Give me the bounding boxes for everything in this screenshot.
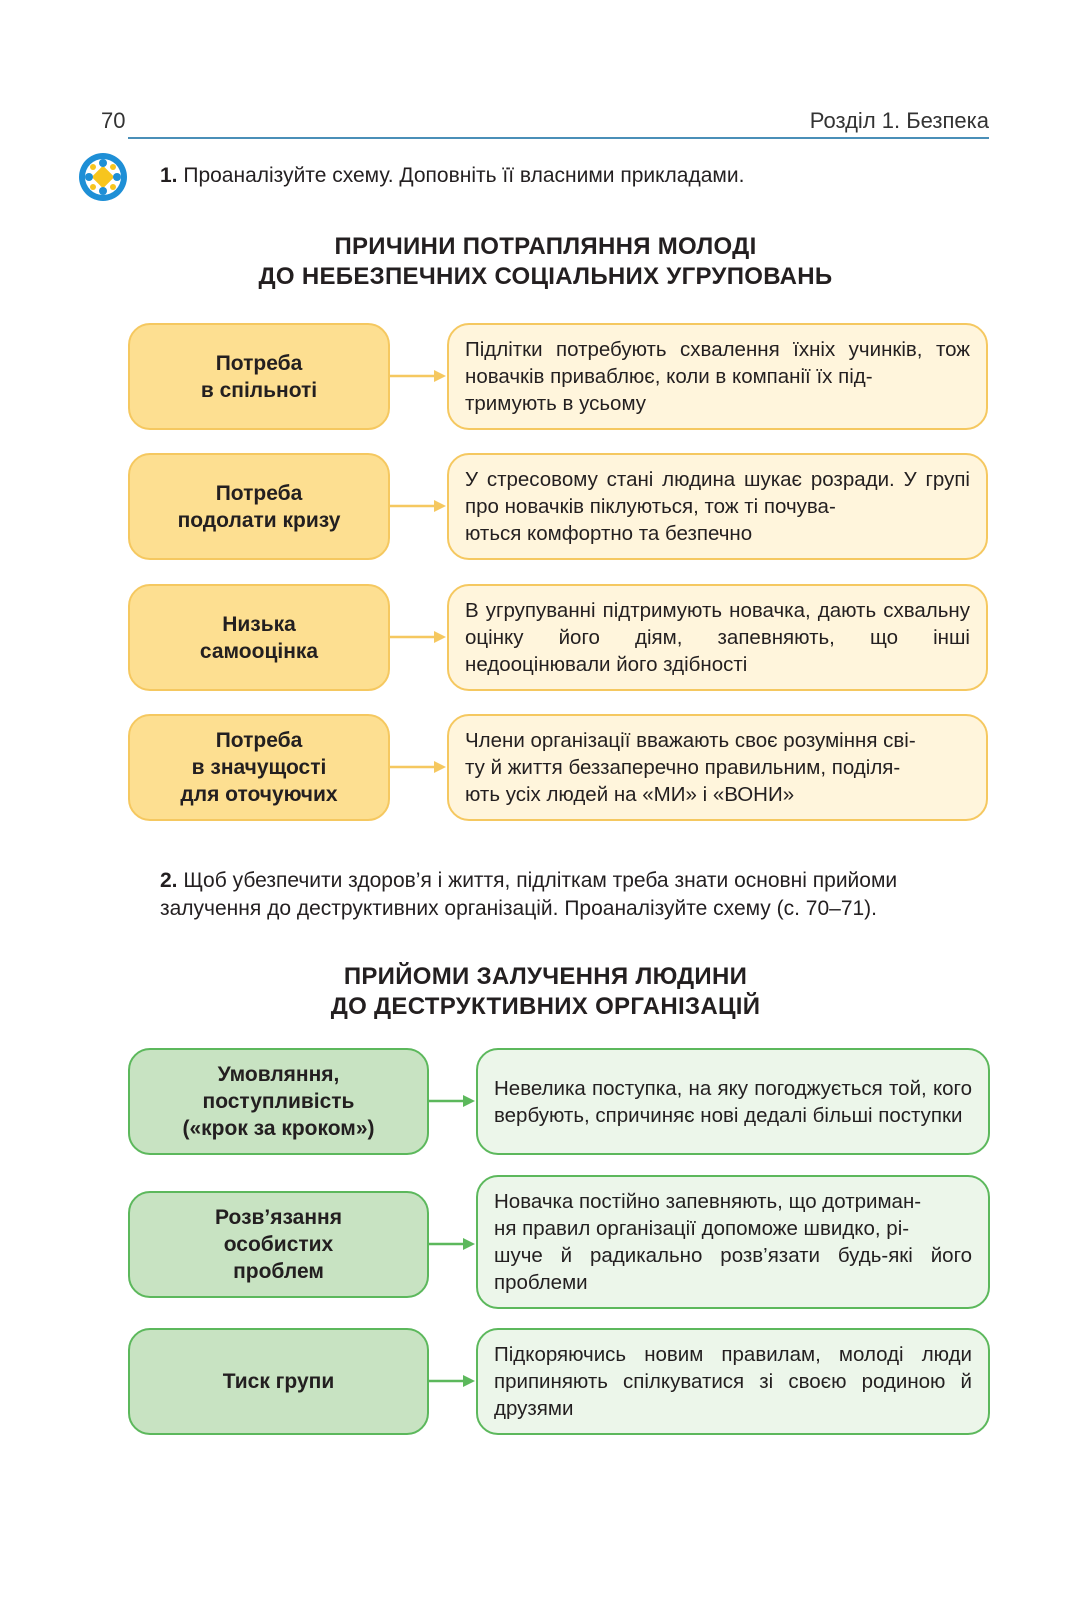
scheme-1-label: Потреба подолати кризу: [177, 481, 341, 532]
scheme-1-description-box: [447, 714, 988, 821]
arrow-right-icon: [390, 368, 448, 384]
task-2-text: Щоб убезпечити здоров’я і життя, підліткам треба знати основні прийоми залучення до деструктивних організацій. Проаналізуйте схему (с. 70–71).: [160, 869, 898, 920]
scheme-2-label: Умовляння, поступливість («крок за кроком»): [182, 1063, 375, 1140]
header-divider: [128, 137, 989, 139]
scheme-1-label: Потреба в спільноті: [200, 351, 318, 402]
scheme-2-label-box: [128, 1191, 429, 1298]
scheme-2-title: [0, 962, 1091, 1022]
scheme-1-description-box: [447, 323, 988, 430]
scheme-1-title: [0, 232, 1091, 292]
arrow-right-icon: [429, 1236, 477, 1252]
scheme-2-title-line-2: ДО ДЕСТРУКТИВНИХ ОРГАНІЗАЦІЙ: [330, 993, 761, 1020]
task-2: [160, 867, 990, 923]
scheme-1-description: В угрупуванні підтримують новачка, дають схвальну оцінку його діям, запевняють, що інші недооцінювали його здібності: [465, 599, 970, 676]
task-1-text: Проаналізуйте схему. Доповніть її власними прикладами.: [183, 164, 745, 187]
scheme-2-label-box: [128, 1048, 429, 1155]
scheme-1-title-line-1: ПРИЧИНИ ПОТРАПЛЯННЯ МОЛОДІ: [334, 233, 757, 260]
scheme-1-description: У стресовому стані людина шукає розради. У групі про новачків піклуються, тож ті почува- ються комфортно та безпечно: [465, 468, 970, 545]
scheme-1-description: Члени організації вважають своє розуміння сві- ту й життя беззаперечно правильним, поділя- ють усіх людей на «МИ» і «ВОНИ»: [465, 729, 916, 806]
scheme-2-description-box: [476, 1175, 990, 1309]
scheme-1-title-line-2: ДО НЕБЕЗПЕЧНИХ СОЦІАЛЬНИХ УГРУПОВАНЬ: [258, 263, 833, 290]
arrow-right-icon: [429, 1093, 477, 1109]
scheme-1-label: Низька самооцінка: [199, 612, 319, 663]
scheme-2-description-box: [476, 1328, 990, 1435]
task-2-number: 2.: [160, 869, 178, 892]
scheme-1-label: Потреба в значущості для оточуючих: [180, 729, 338, 806]
scheme-2-description-box: [476, 1048, 990, 1155]
scheme-2-description: Невелика поступка, на яку погоджується той, кого вербують, спричиняє нові дедалі більші поступки: [494, 1076, 972, 1127]
arrow-right-icon: [390, 498, 448, 514]
section-title: Розділ 1. Безпека: [809, 108, 989, 133]
arrow-right-icon: [390, 759, 448, 775]
scheme-1-label-box: [128, 714, 390, 821]
page-number: 70: [101, 108, 126, 133]
task-1-number: 1.: [160, 164, 178, 187]
arrow-right-icon: [390, 629, 448, 645]
scheme-2-label: Розв’язання особистих проблем: [215, 1206, 342, 1283]
scheme-2-title-line-1: ПРИЙОМИ ЗАЛУЧЕННЯ ЛЮДИНИ: [343, 963, 748, 990]
scheme-2-label-box: [128, 1328, 429, 1435]
scheme-1-description: Підлітки потребують схвалення їхніх учинків, тож новачків приваблює, коли в компанії їх під- тримують в усьому: [465, 338, 970, 415]
scheme-2-description: Новачка постійно запевняють, що дотриман- ня правил організації допоможе швидко, рі- шуче й радикально розв’язати будь-які його проблеми: [494, 1190, 972, 1294]
people-circle-icon: [78, 152, 128, 202]
scheme-1-label-box: [128, 453, 390, 560]
task-1: [160, 162, 1000, 190]
scheme-1-description-box: [447, 584, 988, 691]
scheme-1-description-box: [447, 453, 988, 560]
arrow-right-icon: [429, 1373, 477, 1389]
scheme-1-label-box: [128, 584, 390, 691]
scheme-1-label-box: [128, 323, 390, 430]
scheme-2-description: Підкоряючись новим правилам, молоді люди припиняють спілкуватися зі своєю родиною й друзями: [494, 1343, 972, 1420]
scheme-2-label: Тиск групи: [222, 1370, 335, 1393]
